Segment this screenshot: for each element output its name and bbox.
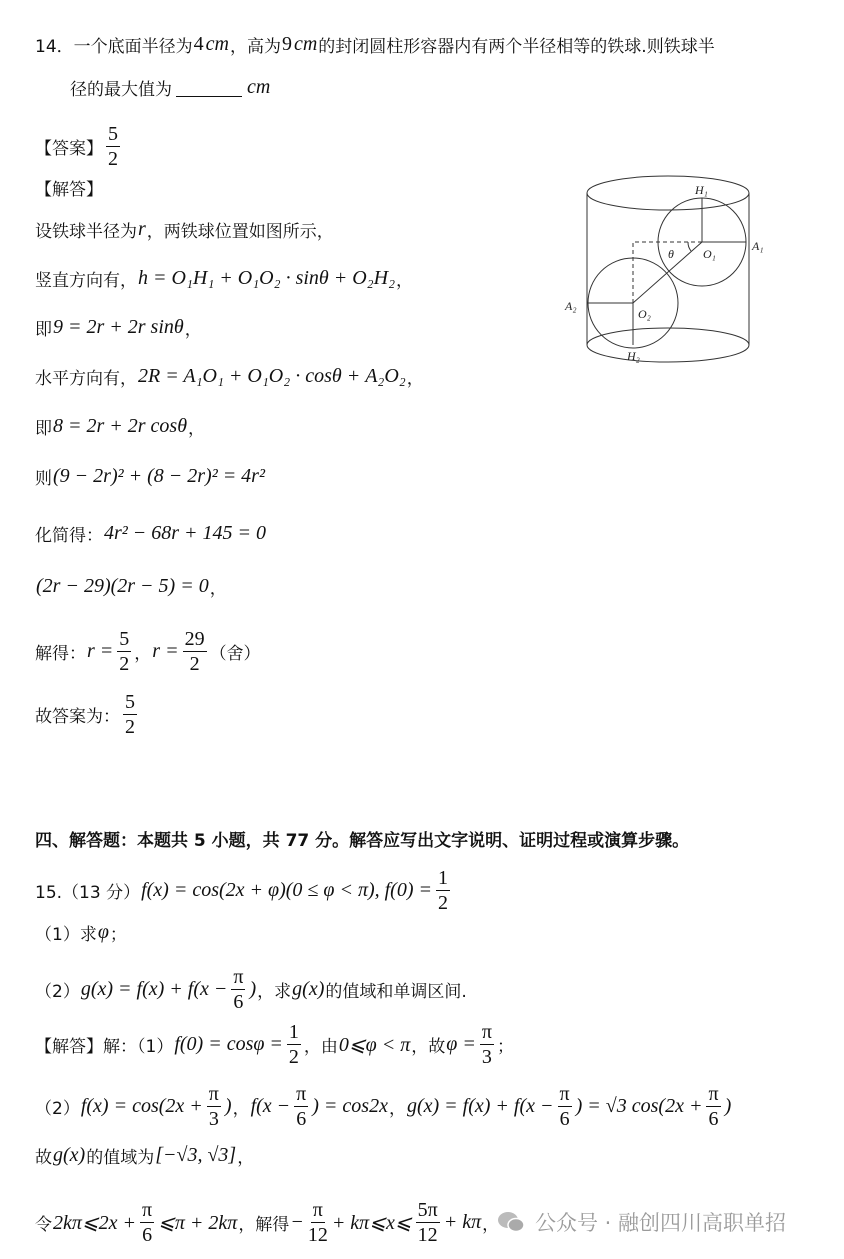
text-line	[35, 521, 267, 546]
numerator: 29	[184, 628, 205, 650]
label-a1: A₁	[752, 239, 764, 253]
numerator: 1	[438, 867, 448, 889]
text-segment: 故答案为：	[35, 707, 120, 727]
math-expression: r =	[152, 640, 179, 662]
text-line	[35, 690, 140, 739]
text-segment: （1）求	[35, 925, 97, 945]
numerator: π	[481, 1021, 492, 1043]
text-segment: 即	[35, 419, 52, 439]
numerator: 5	[108, 123, 118, 145]
numerator: 5π	[417, 1199, 438, 1221]
text-line	[35, 574, 227, 599]
math-expression: f(x) = cos(2x +	[80, 1095, 203, 1117]
text-segment: ，	[406, 369, 424, 389]
denominator: 2	[119, 653, 130, 675]
text-line	[35, 175, 103, 200]
math-expression: (2r − 29)(2r − 5) = 0	[36, 575, 209, 597]
math-expression: g(x) = f(x) + f(x −	[406, 1095, 554, 1117]
math-expression: −	[290, 1211, 304, 1233]
cylinder-two-spheres-diagram	[565, 170, 770, 370]
denominator: 12	[307, 1224, 328, 1246]
text-segment: ；	[496, 1037, 514, 1057]
label-a2: A₂	[565, 299, 577, 313]
text-segment: 的值域为	[86, 1148, 155, 1168]
text-line	[35, 32, 715, 57]
numerator: π	[708, 1083, 719, 1105]
math-expression: 9 = 2r + 2r sinθ	[53, 316, 184, 338]
text-line	[35, 266, 413, 291]
text-segment: ，由	[303, 1037, 338, 1057]
numerator: π	[559, 1083, 570, 1105]
text-segment: ，	[482, 1215, 500, 1235]
math-expression: )	[724, 1095, 732, 1117]
text-segment: 14．一个底面半径为	[35, 37, 193, 57]
text-line	[35, 920, 127, 945]
watermark-text: 公众号 · 融创四川高职单招	[535, 1211, 787, 1235]
denominator: 2	[438, 892, 448, 914]
text-segment: ，	[209, 579, 227, 599]
text-line	[35, 1082, 732, 1131]
math-expression: 0⩽φ < π	[338, 1034, 411, 1056]
text-line	[35, 1020, 514, 1069]
label-o1: O₁	[703, 247, 716, 261]
text-segment: 令	[35, 1215, 52, 1235]
math-expression: cm	[205, 33, 229, 55]
section-heading: 四、解答题：本题共 5 小题，共 77 分。解答应写出文字说明、证明过程或演算步骤。	[35, 831, 690, 851]
fraction	[436, 866, 450, 915]
text-segment: ，高为	[229, 37, 281, 57]
numerator: π	[296, 1083, 307, 1105]
cylinder-bottom	[587, 328, 749, 362]
text-segment: 【解答】解：（1）	[35, 1037, 174, 1057]
text-segment: ，	[388, 1099, 406, 1119]
denominator: 6	[559, 1108, 570, 1130]
denominator: 3	[481, 1046, 492, 1068]
text-segment: 的值域和单调区间.	[325, 982, 467, 1002]
text-segment: 【答案】	[35, 139, 103, 159]
label-h2: H₂	[627, 349, 640, 363]
fraction	[287, 1020, 301, 1069]
cylinder-top	[587, 176, 749, 210]
wechat-icon	[497, 1210, 525, 1234]
math-expression: cm	[247, 76, 271, 98]
numerator: π	[142, 1199, 153, 1221]
fraction	[294, 1082, 308, 1131]
math-expression: 9	[281, 33, 292, 55]
math-expression: h = O₁H₁ + O₁O₂ · sinθ + O₂H₂	[138, 267, 396, 289]
text-segment: ，	[396, 271, 414, 291]
math-expression: φ	[97, 921, 109, 943]
text-segment: 化简得：	[35, 526, 103, 546]
math-expression: f(x −	[250, 1095, 291, 1117]
math-expression: r =	[87, 640, 114, 662]
text-segment: ；	[109, 925, 127, 945]
math-expression: g(x)	[53, 1144, 86, 1166]
text-line	[35, 826, 689, 851]
math-expression: 8 = 2r + 2r cosθ	[53, 415, 188, 437]
denominator: 2	[189, 653, 200, 675]
numerator: π	[233, 966, 244, 988]
text-segment: 解得：	[35, 644, 86, 664]
denominator: 6	[708, 1108, 719, 1130]
denominator: 6	[296, 1108, 307, 1130]
math-expression: ) = √3 cos(2x +	[575, 1095, 703, 1117]
denominator: 6	[142, 1224, 153, 1246]
math-expression: f(0) = cosφ =	[174, 1033, 283, 1055]
text-segment: ，两铁球位置如图所示，	[146, 222, 334, 242]
text-line	[35, 464, 266, 489]
denominator: 2	[288, 1046, 299, 1068]
fraction	[231, 965, 245, 1014]
text-segment: ，	[134, 644, 152, 664]
text-segment: ，	[184, 320, 202, 340]
denominator: 12	[417, 1224, 438, 1246]
math-expression: 2kπ⩽2x +	[53, 1212, 137, 1234]
text-segment: ，	[232, 1099, 250, 1119]
text-segment: （2）	[35, 982, 80, 1002]
math-expression: g(x)	[292, 978, 325, 1000]
denominator: 3	[208, 1108, 219, 1130]
label-h1: H₁	[695, 183, 708, 197]
fraction	[106, 122, 120, 171]
math-expression: f(x) = cos(2x + φ)(0 ≤ φ < π), f(0) =	[141, 879, 432, 901]
text-segment: 15.（13 分）	[35, 883, 141, 903]
text-line	[35, 122, 123, 171]
math-expression: )	[249, 978, 257, 1000]
fraction	[183, 627, 207, 676]
text-segment: （舍）	[209, 644, 261, 664]
math-expression: g(x) = f(x) + f(x −	[80, 978, 228, 1000]
math-expression: ) = cos2x	[312, 1095, 388, 1117]
math-expression: (9 − 2r)² + (8 − 2r)² = 4r²	[53, 465, 265, 487]
text-segment: ，	[237, 1148, 255, 1168]
numerator: π	[312, 1199, 323, 1221]
text-line	[70, 75, 271, 100]
math-expression: )	[224, 1095, 232, 1117]
text-line	[35, 364, 424, 389]
text-segment: 即	[35, 320, 52, 340]
text-line	[35, 1198, 499, 1247]
fraction	[308, 1198, 328, 1247]
fraction	[706, 1082, 720, 1131]
text-line	[35, 414, 205, 439]
text-line	[35, 315, 202, 340]
text-segment: ，故	[411, 1037, 446, 1057]
fraction	[207, 1082, 221, 1131]
text-segment: 竖直方向有，	[35, 271, 137, 291]
math-expression: + kπ	[443, 1211, 482, 1233]
text-segment: 则	[35, 469, 52, 489]
math-expression: [−√3, √3]	[155, 1144, 237, 1166]
math-expression: 4	[193, 33, 204, 55]
label-theta: θ	[668, 247, 674, 261]
denominator: 6	[233, 991, 244, 1013]
fraction	[140, 1198, 154, 1247]
text-line	[35, 1143, 254, 1168]
text-segment: 径的最大值为	[70, 80, 172, 100]
text-segment: 设铁球半径为	[35, 222, 137, 242]
text-line	[35, 217, 334, 242]
math-expression: 2R = A₁O₁ + O₁O₂ · cosθ + A₂O₂	[138, 365, 406, 387]
wechat-watermark	[497, 1207, 786, 1237]
text-segment: ，	[188, 419, 206, 439]
denominator: 2	[108, 148, 118, 170]
answer-blank	[176, 78, 242, 97]
text-segment: ，解得	[238, 1215, 290, 1235]
math-expression: + kπ⩽x⩽	[331, 1212, 412, 1234]
fraction	[117, 627, 131, 676]
math-expression: φ =	[446, 1033, 476, 1055]
label-o2: O₂	[638, 307, 651, 321]
numerator: π	[208, 1083, 219, 1105]
text-segment: 水平方向有，	[35, 369, 137, 389]
text-segment: ，求	[257, 982, 292, 1002]
fraction	[123, 690, 137, 739]
text-line	[35, 627, 261, 676]
fraction	[416, 1198, 440, 1247]
math-expression: cm	[293, 33, 318, 55]
math-expression: ⩽π + 2kπ	[158, 1212, 238, 1234]
text-line	[35, 965, 467, 1014]
text-segment: （2）	[35, 1099, 80, 1119]
numerator: 5	[125, 691, 135, 713]
math-expression: 4r² − 68r + 145 = 0	[104, 522, 267, 544]
text-line	[35, 866, 453, 915]
numerator: 5	[119, 628, 130, 650]
text-segment: 的封闭圆柱形容器内有两个半径相等的铁球.则铁球半	[318, 37, 715, 57]
numerator: 1	[288, 1021, 299, 1043]
text-segment: 故	[35, 1148, 52, 1168]
text-segment: 【解答】	[35, 180, 103, 200]
denominator: 2	[125, 716, 135, 738]
fraction	[558, 1082, 572, 1131]
math-expression: r	[138, 218, 146, 240]
fraction	[480, 1020, 494, 1069]
